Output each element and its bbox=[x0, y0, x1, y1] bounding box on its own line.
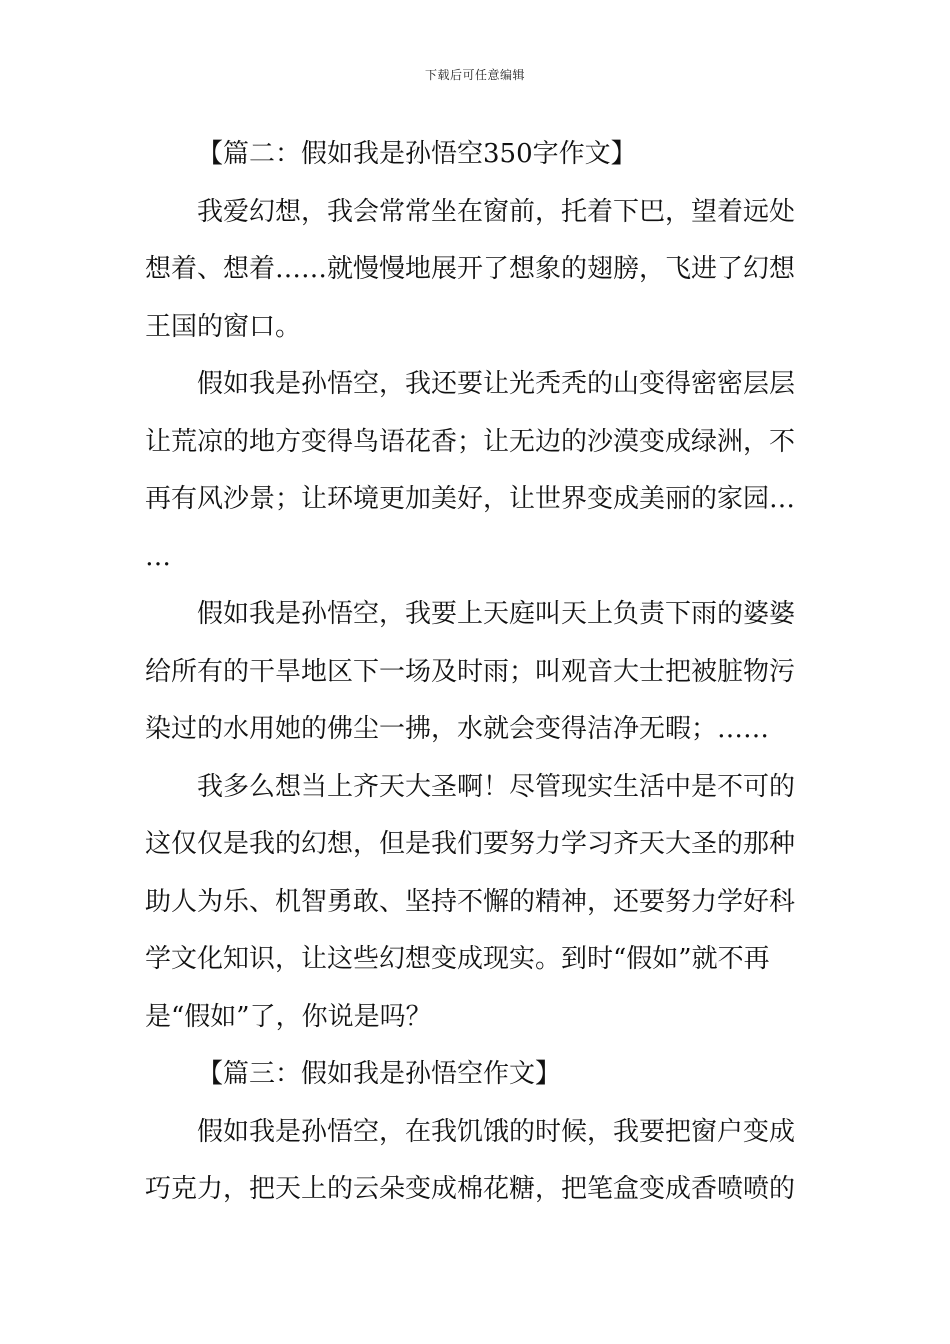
text-line: 再有风沙景；让环境更加美好，让世界变成美丽的家园… bbox=[145, 484, 796, 514]
text-line: … bbox=[145, 541, 171, 572]
text-line: 这仅仅是我的幻想，但是我们要努力学习齐天大圣的那种 bbox=[145, 829, 796, 859]
page-header-note: 下载后可任意编辑 bbox=[424, 68, 525, 82]
section-heading-2: 【篇二：假如我是孙悟空350字作文】 bbox=[197, 139, 637, 169]
text-line: 假如我是孙悟空，在我饥饿的时候，我要把窗户变成 bbox=[197, 1116, 796, 1147]
document-body bbox=[145, 126, 809, 1219]
section-heading-3: 【篇三：假如我是孙悟空作文】 bbox=[197, 1059, 562, 1089]
text-line: 想着、想着……就慢慢地展开了想象的翅膀，飞进了幻想 bbox=[145, 254, 796, 284]
text-line: 学文化知识，让这些幻想变成现实。到时“假如”就不再 bbox=[145, 944, 770, 974]
text-line: 巧克力，把天上的云朵变成棉花糖，把笔盒变成香喷喷的 bbox=[145, 1174, 796, 1204]
text-line: 假如我是孙悟空，我还要让光秃秃的山变得密密层层 bbox=[197, 369, 796, 399]
text-line: 我多么想当上齐天大圣啊！尽管现实生活中是不可的 bbox=[197, 771, 796, 802]
text-line: 王国的窗口。 bbox=[145, 311, 302, 342]
text-line: 染过的水用她的佛尘一拂，水就会变得洁净无暇；…… bbox=[145, 714, 770, 744]
text-line: 让荒凉的地方变得鸟语花香；让无边的沙漠变成绿洲，不 bbox=[145, 426, 796, 457]
text-line: 给所有的干旱地区下一场及时雨；叫观音大士把被脏物污 bbox=[145, 656, 796, 687]
text-line: 我爱幻想，我会常常坐在窗前，托着下巴，望着远处 bbox=[197, 196, 796, 227]
text-line: 假如我是孙悟空，我要上天庭叫天上负责下雨的婆婆 bbox=[197, 599, 796, 629]
text-line: 助人为乐、机智勇敢、坚持不懈的精神，还要努力学好科 bbox=[145, 886, 796, 917]
text-line: 是“假如”了，你说是吗？ bbox=[145, 1001, 432, 1032]
